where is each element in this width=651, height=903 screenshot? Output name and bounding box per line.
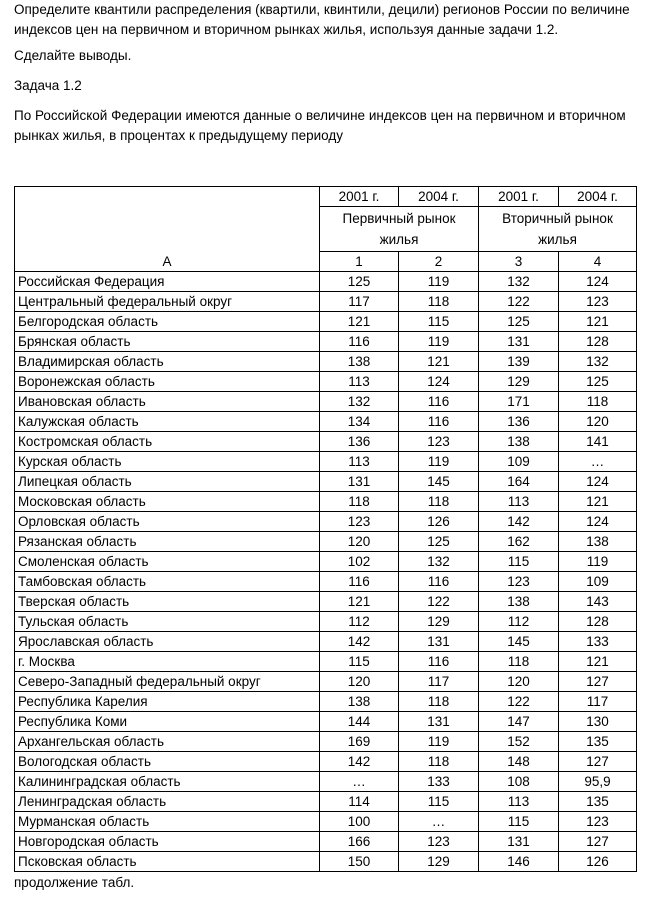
table-row xyxy=(15,792,637,812)
index-value-cell: 124 xyxy=(559,512,637,532)
index-value-cell: 121 xyxy=(399,352,479,372)
conclusions-text: Сделайте выводы. xyxy=(14,48,132,63)
region-name-cell: Смоленская область xyxy=(15,552,320,572)
region-name-cell: Рязанская область xyxy=(15,532,320,552)
task-title: Задача 1.2 xyxy=(14,78,82,93)
index-value-cell: 123 xyxy=(559,292,637,312)
index-value-cell: 117 xyxy=(320,292,399,312)
index-value-cell: 126 xyxy=(399,512,479,532)
index-value-cell: 127 xyxy=(559,672,637,692)
table-row xyxy=(15,372,637,392)
table-row xyxy=(15,412,637,432)
index-value-cell: 147 xyxy=(479,712,559,732)
index-value-cell: 113 xyxy=(320,372,399,392)
region-name-cell: Ленинградская область xyxy=(15,792,320,812)
table-row xyxy=(15,712,637,732)
index-value-cell: 123 xyxy=(559,812,637,832)
header-corner-cell xyxy=(15,187,320,252)
index-value-cell: 129 xyxy=(399,612,479,632)
index-value-cell: 134 xyxy=(320,412,399,432)
table-row xyxy=(15,772,637,792)
region-name-cell: Центральный федеральный округ xyxy=(15,292,320,312)
index-value-cell: 115 xyxy=(479,552,559,572)
index-value-cell: 118 xyxy=(479,652,559,672)
index-value-cell: 150 xyxy=(320,852,399,872)
index-value-cell: … xyxy=(320,772,399,792)
table-row xyxy=(15,552,637,572)
table-row xyxy=(15,432,637,452)
region-name-cell: Калужская область xyxy=(15,412,320,432)
index-value-cell: 119 xyxy=(399,732,479,752)
index-value-cell: 136 xyxy=(479,412,559,432)
index-value-cell: 116 xyxy=(320,332,399,352)
table-row xyxy=(15,292,637,312)
index-value-cell: 128 xyxy=(559,612,637,632)
region-name-cell: Московская область xyxy=(15,492,320,512)
index-value-cell: 116 xyxy=(399,412,479,432)
index-value-cell: 112 xyxy=(320,612,399,632)
header-year: 2004 г. xyxy=(399,187,479,207)
index-value-cell: 152 xyxy=(479,732,559,752)
index-value-cell: 125 xyxy=(399,532,479,552)
region-name-cell: Ивановская область xyxy=(15,392,320,412)
index-value-cell: 132 xyxy=(320,392,399,412)
index-value-cell: 109 xyxy=(559,572,637,592)
index-value-cell: 119 xyxy=(399,272,479,292)
index-value-cell: 115 xyxy=(320,652,399,672)
region-name-cell: Российская Федерация xyxy=(15,272,320,292)
index-value-cell: 145 xyxy=(479,632,559,652)
index-value-cell: 142 xyxy=(479,512,559,532)
index-value-cell: 127 xyxy=(559,752,637,772)
index-value-cell: 148 xyxy=(479,752,559,772)
index-value-cell: 116 xyxy=(399,652,479,672)
index-value-cell: 171 xyxy=(479,392,559,412)
index-value-cell: 102 xyxy=(320,552,399,572)
index-value-cell: 123 xyxy=(320,512,399,532)
index-value-cell: 120 xyxy=(320,532,399,552)
index-value-cell: 162 xyxy=(479,532,559,552)
header-column-number: 1 xyxy=(320,252,399,272)
index-value-cell: 132 xyxy=(479,272,559,292)
table-row xyxy=(15,492,637,512)
index-value-cell: 133 xyxy=(399,772,479,792)
index-value-cell: 121 xyxy=(559,492,637,512)
header-year: 2004 г. xyxy=(559,187,637,207)
table-row xyxy=(15,632,637,652)
index-value-cell: 138 xyxy=(559,532,637,552)
index-value-cell: 119 xyxy=(399,332,479,352)
region-name-cell: Владимирская область xyxy=(15,352,320,372)
index-value-cell: 123 xyxy=(399,832,479,852)
index-value-cell: 123 xyxy=(479,572,559,592)
header-row-years xyxy=(15,187,637,207)
table-row xyxy=(15,752,637,772)
table-row xyxy=(15,452,637,472)
table-row xyxy=(15,732,637,752)
table-row xyxy=(15,532,637,552)
index-value-cell: 125 xyxy=(559,372,637,392)
region-name-cell: Тамбовская область xyxy=(15,572,320,592)
header-year: 2001 г. xyxy=(479,187,559,207)
header-group-secondary: Вторичный рынок жилья xyxy=(479,207,637,252)
index-value-cell: 125 xyxy=(320,272,399,292)
index-value-cell: 118 xyxy=(399,692,479,712)
header-column-number: 2 xyxy=(399,252,479,272)
region-name-cell: Брянская область xyxy=(15,332,320,352)
index-value-cell: 115 xyxy=(399,312,479,332)
index-value-cell: 122 xyxy=(399,592,479,612)
index-value-cell: 95,9 xyxy=(559,772,637,792)
region-name-cell: Республика Коми xyxy=(15,712,320,732)
index-value-cell: 121 xyxy=(320,312,399,332)
region-name-cell: Курская область xyxy=(15,452,320,472)
index-value-cell: 166 xyxy=(320,832,399,852)
task-description: По Российской Федерации имеются данные о величине индексов цен на первичном и вторичном рынках жилья, в процентах к предыдущему периоду xyxy=(14,108,626,143)
index-value-cell: 146 xyxy=(479,852,559,872)
index-value-cell: 145 xyxy=(399,472,479,492)
index-value-cell: 138 xyxy=(320,692,399,712)
table-row xyxy=(15,672,637,692)
region-name-cell: Белгородская область xyxy=(15,312,320,332)
table-row xyxy=(15,332,637,352)
index-value-cell: 116 xyxy=(399,572,479,592)
header-column-number: А xyxy=(15,252,320,272)
index-value-cell: 136 xyxy=(320,432,399,452)
index-value-cell: 117 xyxy=(399,672,479,692)
index-value-cell: 119 xyxy=(399,452,479,472)
index-value-cell: 118 xyxy=(399,492,479,512)
table-row xyxy=(15,852,637,872)
region-name-cell: Мурманская область xyxy=(15,812,320,832)
price-index-table xyxy=(14,186,637,872)
index-value-cell: 116 xyxy=(320,572,399,592)
index-value-cell: 112 xyxy=(479,612,559,632)
index-value-cell: 118 xyxy=(320,492,399,512)
table-row xyxy=(15,692,637,712)
region-name-cell: Ярославская область xyxy=(15,632,320,652)
region-name-cell: Псковская область xyxy=(15,852,320,872)
region-name-cell: Воронежская область xyxy=(15,372,320,392)
index-value-cell: 114 xyxy=(320,792,399,812)
index-value-cell: 121 xyxy=(559,652,637,672)
region-name-cell: Орловская область xyxy=(15,512,320,532)
index-value-cell: 133 xyxy=(559,632,637,652)
index-value-cell: 135 xyxy=(559,792,637,812)
table-row xyxy=(15,652,637,672)
index-value-cell: 122 xyxy=(479,292,559,312)
index-value-cell: 141 xyxy=(559,432,637,452)
index-value-cell: 132 xyxy=(399,552,479,572)
index-value-cell: 138 xyxy=(479,592,559,612)
index-value-cell: 116 xyxy=(399,392,479,412)
index-value-cell: 131 xyxy=(399,632,479,652)
header-group-primary: Первичный рынок жилья xyxy=(320,207,479,252)
index-value-cell: 122 xyxy=(479,692,559,712)
index-value-cell: 130 xyxy=(559,712,637,732)
index-value-cell: 129 xyxy=(479,372,559,392)
index-value-cell: 169 xyxy=(320,732,399,752)
index-value-cell: 135 xyxy=(559,732,637,752)
index-value-cell: 115 xyxy=(399,792,479,812)
index-value-cell: 124 xyxy=(399,372,479,392)
index-value-cell: 143 xyxy=(559,592,637,612)
table-row xyxy=(15,472,637,492)
index-value-cell: 125 xyxy=(479,312,559,332)
table-row xyxy=(15,592,637,612)
index-value-cell: … xyxy=(399,812,479,832)
table-row xyxy=(15,612,637,632)
region-name-cell: Калининградская область xyxy=(15,772,320,792)
table-row xyxy=(15,312,637,332)
table-row xyxy=(15,832,637,852)
region-name-cell: Северо-Западный федеральный округ xyxy=(15,672,320,692)
index-value-cell: 164 xyxy=(479,472,559,492)
header-row-column-numbers xyxy=(15,252,637,272)
index-value-cell: 118 xyxy=(399,292,479,312)
index-value-cell: 139 xyxy=(479,352,559,372)
index-value-cell: 121 xyxy=(559,312,637,332)
table-row xyxy=(15,272,637,292)
index-value-cell: 119 xyxy=(559,552,637,572)
region-name-cell: Вологодская область xyxy=(15,752,320,772)
index-value-cell: 124 xyxy=(559,472,637,492)
index-value-cell: 113 xyxy=(479,492,559,512)
index-value-cell: 120 xyxy=(479,672,559,692)
region-name-cell: Тульская область xyxy=(15,612,320,632)
index-value-cell: 131 xyxy=(320,472,399,492)
index-value-cell: 132 xyxy=(559,352,637,372)
region-name-cell: Тверская область xyxy=(15,592,320,612)
index-value-cell: 128 xyxy=(559,332,637,352)
table-row xyxy=(15,812,637,832)
index-value-cell: 113 xyxy=(479,792,559,812)
region-name-cell: Костромская область xyxy=(15,432,320,452)
index-value-cell: 120 xyxy=(559,412,637,432)
index-value-cell: 124 xyxy=(559,272,637,292)
index-value-cell: 120 xyxy=(320,672,399,692)
index-value-cell: 123 xyxy=(399,432,479,452)
index-value-cell: 131 xyxy=(399,712,479,732)
index-value-cell: 115 xyxy=(479,812,559,832)
index-value-cell: 118 xyxy=(559,392,637,412)
table-row xyxy=(15,512,637,532)
index-value-cell: 126 xyxy=(559,852,637,872)
region-name-cell: Липецкая область xyxy=(15,472,320,492)
index-value-cell: 138 xyxy=(479,432,559,452)
index-value-cell: 113 xyxy=(320,452,399,472)
index-value-cell: 131 xyxy=(479,332,559,352)
table-row xyxy=(15,572,637,592)
index-value-cell: 117 xyxy=(559,692,637,712)
region-name-cell: Новгородская область xyxy=(15,832,320,852)
index-value-cell: 127 xyxy=(559,832,637,852)
index-value-cell: 144 xyxy=(320,712,399,732)
index-value-cell: 108 xyxy=(479,772,559,792)
index-value-cell: 129 xyxy=(399,852,479,872)
index-value-cell: 142 xyxy=(320,752,399,772)
index-value-cell: 131 xyxy=(479,832,559,852)
table-row xyxy=(15,392,637,412)
index-value-cell: 109 xyxy=(479,452,559,472)
table-row xyxy=(15,352,637,372)
header-year: 2001 г. xyxy=(320,187,399,207)
index-value-cell: 100 xyxy=(320,812,399,832)
header-column-number: 4 xyxy=(559,252,637,272)
header-column-number: 3 xyxy=(479,252,559,272)
task-intro-text: Определите квантили распределения (квартили, квинтили, децили) регионов России по величине индексов цен на первичном и вторичном рынках жилья, используя данные задачи 1.2. xyxy=(14,2,630,37)
index-value-cell: … xyxy=(559,452,637,472)
index-value-cell: 118 xyxy=(399,752,479,772)
index-value-cell: 138 xyxy=(320,352,399,372)
region-name-cell: Архангельская область xyxy=(15,732,320,752)
continuation-note: продолжение табл. xyxy=(14,875,135,890)
region-name-cell: г. Москва xyxy=(15,652,320,672)
region-name-cell: Республика Карелия xyxy=(15,692,320,712)
index-value-cell: 142 xyxy=(320,632,399,652)
index-value-cell: 121 xyxy=(320,592,399,612)
